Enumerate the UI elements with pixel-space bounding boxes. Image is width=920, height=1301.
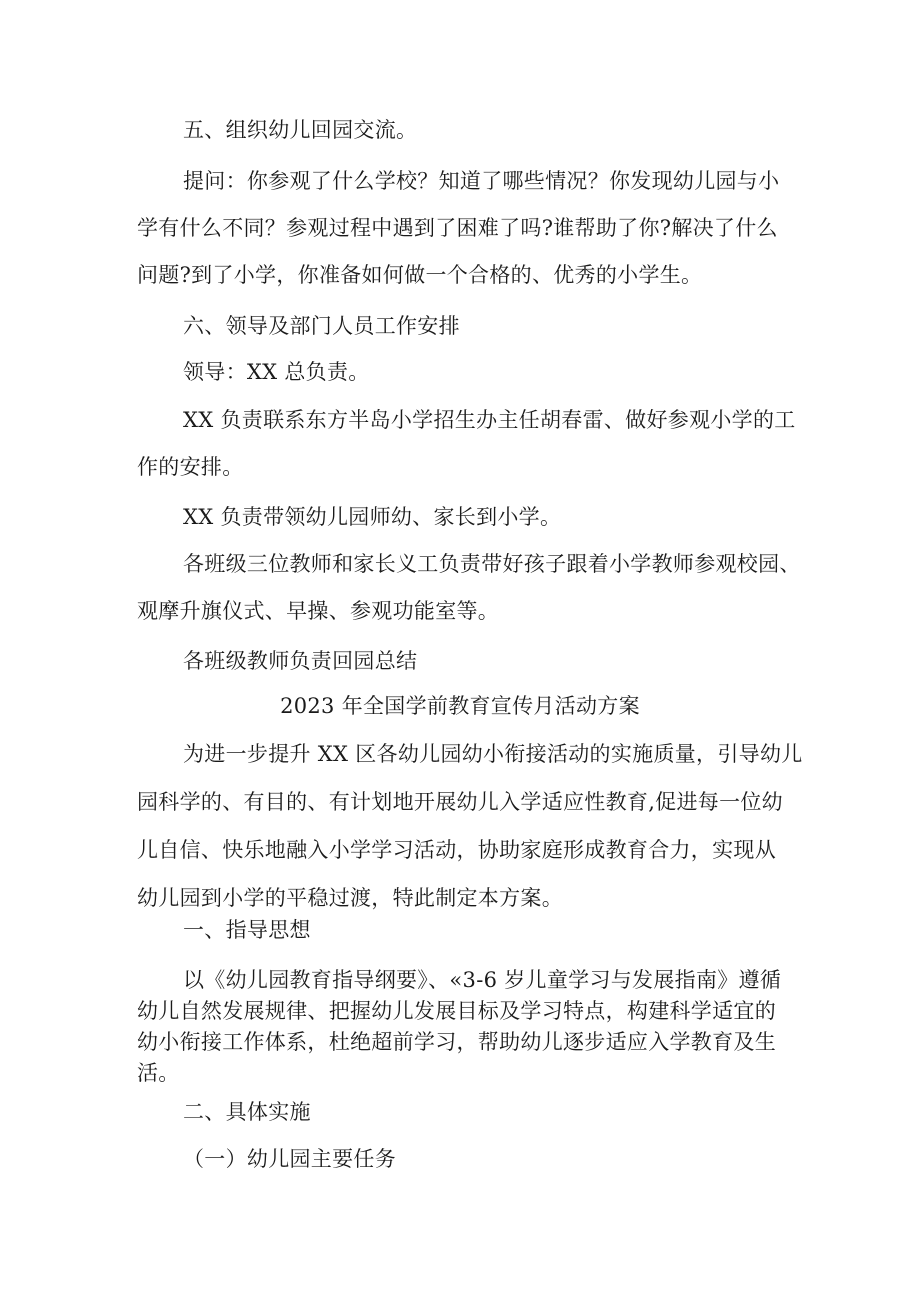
document-title: 2023 年全国学前教育宣传月活动方案 xyxy=(280,694,640,718)
paragraph-line: 提问：你参观了什么学校？知道了哪些情况？你发现幼儿园与小 xyxy=(183,169,780,193)
paragraph-line: 园科学的、有目的、有计划地开展幼儿入学适应性教育,促进每一位幼 xyxy=(137,790,783,814)
section-heading-6: 六、领导及部门人员工作安排 xyxy=(183,314,460,338)
paragraph-line: XX 负责联系东方半岛小学招生办主任胡春雷、做好参观小学的工 xyxy=(183,408,796,432)
paragraph-line: 观摩升旗仪式、早操、参观功能室等。 xyxy=(137,599,500,623)
paragraph-line: 儿自信、快乐地融入小学学习活动，协助家庭形成教育合力，实现从 xyxy=(137,838,776,862)
paragraph-line: 幼儿园到小学的平稳过渡，特此制定本方案。 xyxy=(137,886,563,910)
paragraph-line: 各班级三位教师和家长义工负责带好孩子跟着小学教师参观校园、 xyxy=(183,552,801,576)
paragraph-line: 学有什么不同？参观过程中遇到了困难了吗?谁帮助了你?解决了什么 xyxy=(137,216,778,240)
paragraph-line: 幼儿自然发展规律、把握幼儿发展目标及学习特点，构建科学适宜的 xyxy=(137,999,776,1023)
paragraph-line: 问题?到了小学，你准备如何做一个合格的、优秀的小学生。 xyxy=(137,263,703,287)
paragraph-line: 为进一步提升 XX 区各幼儿园幼小衔接活动的实施质量，引导幼儿 xyxy=(183,742,803,766)
paragraph-line: 作的安排。 xyxy=(137,455,244,479)
paragraph-line: 活。 xyxy=(137,1061,180,1085)
section-heading-5: 五、组织幼儿回园交流。 xyxy=(183,118,418,142)
paragraph-line: 幼小衔接工作体系，杜绝超前学习，帮助幼儿逐步适应入学教育及生 xyxy=(137,1030,776,1054)
section-heading-1: 一、指导思想 xyxy=(183,918,311,942)
paragraph-line: 以《幼儿园教育指导纲要》、«3-6 岁儿童学习与发展指南》遵循 xyxy=(183,968,782,992)
paragraph-line: XX 负责带领幼儿园师幼、家长到小学。 xyxy=(183,505,562,529)
section-heading-2: 二、具体实施 xyxy=(183,1100,311,1124)
paragraph-line: 领导：XX 总负责。 xyxy=(183,360,370,384)
subsection-heading: （一）幼儿园主要任务 xyxy=(183,1147,396,1171)
paragraph-line: 各班级教师负责回园总结 xyxy=(183,649,418,673)
